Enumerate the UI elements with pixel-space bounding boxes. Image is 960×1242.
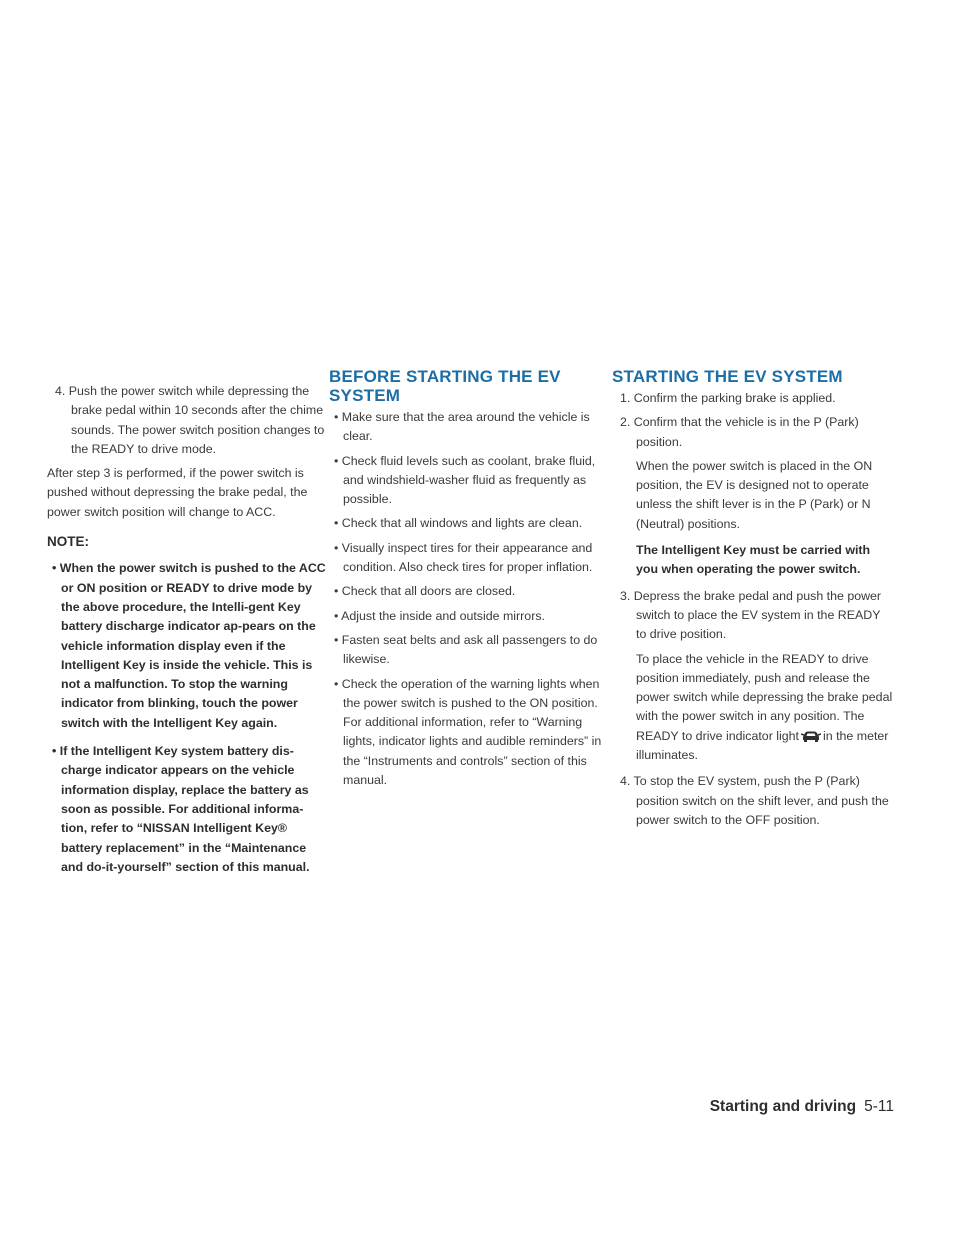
footer-section-title: Starting and driving [709, 1098, 857, 1115]
page-footer [710, 1098, 894, 1116]
step-4-text: 4. Push the power switch while depressing the brake pedal within 10 seconds after the chime sounds. The power switch position changes to the READY to drive mode. [55, 384, 325, 456]
column-middle [329, 367, 611, 795]
step-2-warning: The Intelligent Key must be carried with you when operating the power switch. [636, 543, 871, 577]
step-3-paragraph [612, 650, 894, 766]
column-right [612, 367, 894, 835]
checklist-bullet: • Fasten seat belts and ask all passengers to do likewise. [334, 632, 598, 667]
step-3-paragraph-b: in the meter illuminates. [636, 728, 889, 763]
ready-to-drive-car-icon [801, 729, 821, 741]
checklist-bullet: • Check the operation of the warning lights when the power switch is pushed to the ON position. For additional information, refer to “Warning lights, indicator lights and audible reminders” in the “Instruments and controls” section of this manual. [334, 676, 602, 788]
note-bullet: • When the power switch is pushed to the ACC or ON position or READY to drive mode by the above procedure, the Intelli-gent Key battery discharge indicator ap-pears on the vehicle information display even if the Intelligent Key is inside the vehicle. This is not a malfunction. To stop the warning indicator from blinking, touch the power switch with the Intelligent Key again. [52, 561, 326, 730]
column-left [47, 382, 329, 886]
step-3-paragraph-a: To place the vehicle in the READY to drive position immediately, push and release the power switch while depressing the brake pedal with the power switch in any position. The READY to drive indicator light [636, 651, 893, 743]
step-3-text: 3. Depress the brake pedal and push the power switch to place the EV system in the READY to drive position. [620, 588, 882, 642]
footer-page-number: 5-11 [864, 1098, 894, 1115]
step-4-stop-text: 4. To stop the EV system, push the P (Park) position switch on the shift lever, and push the power switch to the OFF position. [620, 774, 889, 827]
checklist-bullet: • Check that all doors are closed. [334, 584, 516, 599]
note-heading: NOTE: [47, 534, 89, 550]
checklist-bullet: • Make sure that the area around the vehicle is clear. [334, 410, 590, 444]
section-heading-starting: STARTING THE EV SYSTEM [612, 367, 843, 386]
checklist-bullet: • Check that all windows and lights are clean. [334, 516, 583, 531]
checklist-bullet: • Adjust the inside and outside mirrors. [334, 608, 545, 623]
section-heading-before-starting: BEFORE STARTING THE EV SYSTEM [329, 367, 561, 405]
step-1-text: 1. Confirm the parking brake is applied. [620, 391, 836, 405]
step-2-text: 2. Confirm that the vehicle is in the P (Park) position. [620, 415, 859, 449]
step-2-paragraph: When the power switch is placed in the ON position, the EV is designed not to operate unless the shift lever is in the P (Park) or N (Neutral) positions. [636, 458, 873, 531]
after-step-paragraph: After step 3 is performed, if the power switch is pushed without depressing the brake pedal, the power switch position will change to ACC. [47, 466, 308, 519]
checklist-bullet: • Visually inspect tires for their appearance and condition. Also check tires for proper inflation. [334, 540, 593, 575]
note-bullet: • If the Intelligent Key system battery dis-charge indicator appears on the vehicle information display, replace the battery as soon as possible. For additional informa-tion, refer to “NISSAN Intelligent Key® battery replacement” in the “Maintenance and do-it-yourself” section of this manual. [52, 744, 310, 874]
checklist-bullet: • Check fluid levels such as coolant, brake fluid, and windshield-washer fluid as frequently as possible. [334, 453, 596, 507]
